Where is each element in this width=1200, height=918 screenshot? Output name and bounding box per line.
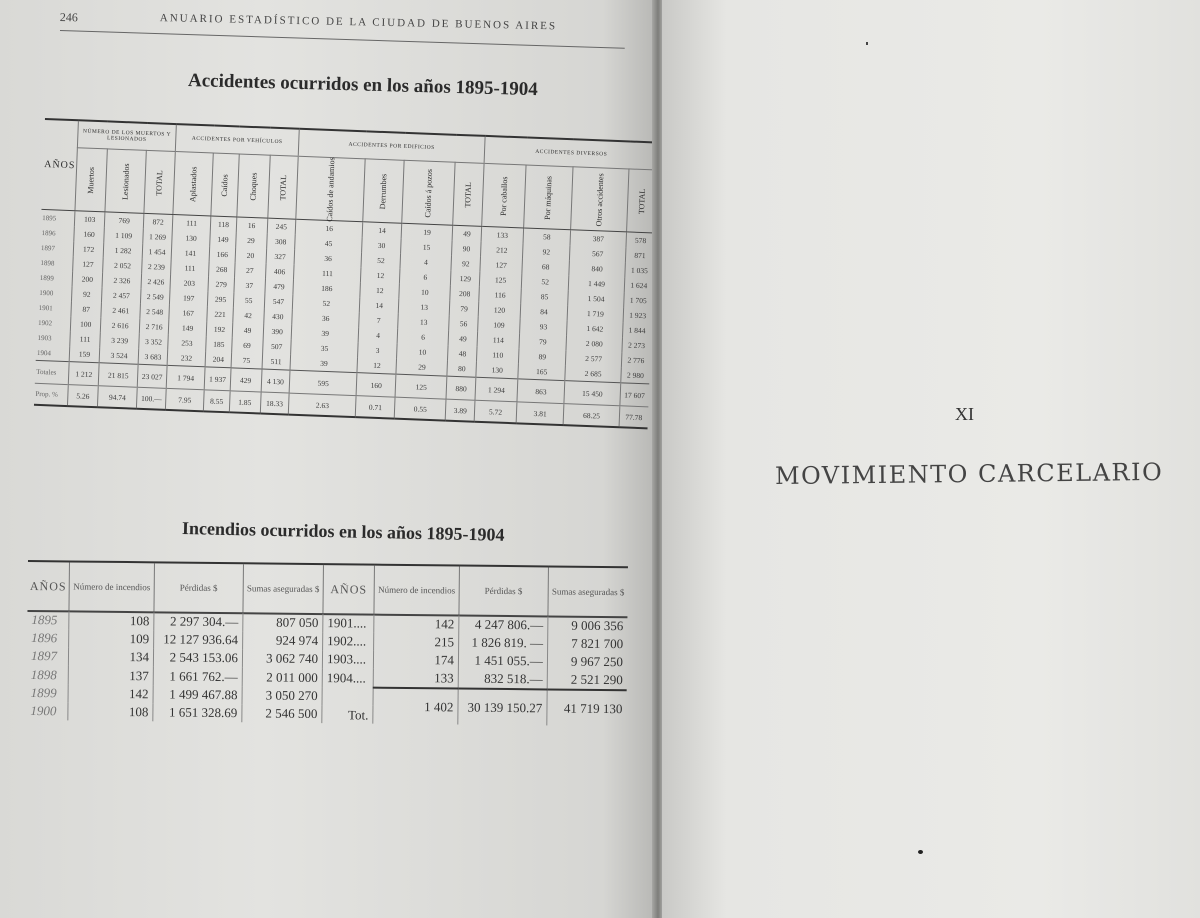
fires-count: 108 (68, 702, 153, 721)
fires-title: Incendios ocurridos en los años 1895-1904 (181, 518, 505, 545)
column-header (211, 153, 239, 217)
data-cell: 479 (265, 279, 294, 295)
data-cell: 172 (73, 241, 103, 257)
data-cell: 35 (291, 340, 359, 358)
data-cell: 109 (477, 317, 520, 334)
data-cell: 253 (167, 335, 206, 351)
data-cell: 120 (478, 302, 521, 319)
data-cell: 49 (232, 322, 264, 338)
total-cell: 23 027 (138, 364, 167, 388)
column-header (524, 165, 573, 230)
fires-insured: 9 967 250 (547, 652, 627, 671)
data-cell: 130 (476, 362, 519, 379)
data-cell: 29 (235, 232, 267, 248)
data-cell: 4 (400, 254, 452, 271)
year-cell: 1895 (31, 612, 58, 628)
fires-count: 215 (374, 633, 459, 652)
column-header: Número de incendios (374, 565, 459, 616)
data-cell: 1 642 (567, 320, 624, 337)
chapter-number: XI (955, 404, 974, 424)
data-cell: 2 326 (102, 272, 142, 289)
data-cell: 87 (71, 301, 101, 317)
column-header (236, 154, 269, 218)
data-cell: 2 457 (101, 287, 141, 304)
column-header-label: Choques (248, 171, 259, 201)
data-cell: 56 (449, 316, 478, 332)
data-cell: 52 (292, 295, 360, 313)
year-cell: 1903.... (322, 650, 373, 669)
total-cell: 1 794 (166, 365, 205, 389)
data-cell: 200 (72, 271, 102, 287)
total-cell: 1 294 (475, 377, 518, 402)
group-header: ACCIDENTES POR EDIFICIOS (298, 129, 485, 164)
year-cell: 1900 (30, 703, 57, 719)
data-cell: 58 (523, 228, 570, 245)
data-cell: 79 (450, 301, 479, 317)
fires-losses: 1 661 762.— (153, 666, 242, 686)
data-cell: 85 (521, 288, 568, 305)
running-title: ANUARIO ESTADÍSTICO DE LA CIUDAD DE BUENOS AIRES (159, 12, 558, 33)
data-cell: 327 (266, 249, 295, 265)
data-cell: 52 (522, 273, 569, 290)
proportion-cell: 5.26 (68, 385, 98, 408)
data-cell: 127 (480, 257, 523, 274)
data-cell: 42 (232, 307, 264, 323)
chapter-title: MOVIMIENTO CARCELARIO (774, 457, 1164, 491)
year-cell: 1898 (30, 666, 57, 682)
column-header: AÑOS (323, 564, 374, 615)
year-cell: 1900 (39, 288, 54, 297)
data-cell: 12 (357, 357, 396, 374)
total-cell: 125 (395, 374, 447, 399)
proportion-cell: 3.81 (516, 402, 564, 425)
data-cell: 125 (479, 272, 522, 289)
total-cell: 15 450 (564, 381, 621, 406)
data-cell: 10 (399, 284, 451, 301)
data-cell: 149 (210, 231, 236, 247)
proportion-cell: 0.71 (356, 396, 395, 419)
fires-count: 134 (68, 647, 153, 666)
column-header-label: Caídos (220, 173, 230, 197)
data-cell: 406 (265, 264, 294, 280)
accidents-table (32, 118, 648, 470)
data-cell: 567 (569, 245, 626, 262)
data-cell: 110 (476, 347, 519, 364)
data-cell: 2 548 (140, 304, 169, 320)
total-cell: 1 937 (205, 367, 231, 391)
proportion-label: Prop. % (34, 383, 69, 406)
fires-count: 109 (69, 629, 154, 648)
total-cell: 1 212 (69, 362, 100, 386)
data-cell: 197 (169, 290, 208, 306)
data-cell: 13 (398, 299, 450, 316)
column-header (363, 159, 404, 223)
data-cell: 221 (207, 306, 233, 322)
column-header: AÑOS (27, 561, 69, 611)
data-cell: 1 282 (103, 242, 143, 259)
data-cell: 49 (448, 331, 477, 347)
proportion-cell: 18.33 (260, 392, 289, 415)
data-cell: 16 (295, 219, 363, 237)
data-cell: 30 (362, 237, 401, 253)
data-cell: 1 844 (623, 322, 651, 338)
fires-losses: 832 518.— (458, 670, 547, 690)
fires-losses: 1 499 467.88 (153, 685, 242, 704)
year-cell: 1897 (40, 243, 56, 252)
year-cell: 1904 (36, 348, 52, 357)
data-cell: 3 683 (138, 349, 167, 366)
running-head (59, 10, 620, 33)
data-cell: 2 273 (622, 337, 650, 353)
data-cell: 578 (626, 232, 655, 249)
column-header: Pérdidas $ (459, 566, 548, 617)
ink-speck (918, 850, 923, 854)
data-cell: 507 (262, 339, 291, 355)
proportion-cell: 3.89 (446, 399, 475, 422)
column-header: Número de incendios (69, 561, 154, 612)
fires-insured: 3 062 740 (242, 649, 322, 668)
column-header (267, 155, 298, 219)
data-cell: 203 (170, 275, 209, 291)
column-header-label: Por máquinas (543, 175, 554, 220)
data-cell: 12 (361, 267, 400, 283)
fires-table (26, 560, 628, 726)
data-cell: 111 (170, 260, 209, 276)
fires-count: 108 (69, 611, 154, 630)
data-cell: 114 (477, 332, 520, 349)
data-cell: 1 624 (624, 277, 652, 293)
data-cell: 89 (519, 348, 566, 365)
data-cell: 130 (172, 230, 211, 246)
data-cell: 279 (208, 276, 234, 292)
data-cell: 92 (72, 286, 102, 302)
proportion-cell: 5.72 (474, 400, 517, 423)
data-cell: 430 (263, 309, 292, 325)
data-cell: 308 (266, 234, 295, 250)
data-cell: 93 (520, 318, 567, 335)
data-cell: 111 (293, 265, 361, 283)
proportion-cell: 2.63 (288, 393, 356, 417)
column-header: Pérdidas $ (154, 562, 243, 613)
data-cell: 1 035 (625, 262, 653, 278)
data-cell: 4 (359, 327, 398, 343)
data-cell: 133 (481, 226, 524, 243)
data-cell: 268 (209, 261, 235, 277)
year-cell: 1902.... (323, 632, 374, 651)
data-cell: 118 (211, 216, 237, 232)
data-cell: 12 (360, 282, 399, 298)
column-header (571, 167, 629, 232)
data-cell: 69 (231, 337, 263, 353)
column-header (144, 150, 175, 214)
data-cell: 27 (234, 262, 266, 278)
data-cell: 90 (452, 241, 481, 257)
total-cell: 4 130 (261, 369, 290, 393)
column-header: Sumas aseguradas $ (243, 563, 324, 614)
data-cell: 387 (570, 230, 627, 248)
data-cell: 75 (231, 352, 263, 369)
data-cell: 1 454 (143, 244, 172, 260)
group-header: NÚMERO DE LOS MUERTOS Y LESIONADOS (78, 120, 177, 151)
data-cell: 39 (290, 355, 358, 373)
data-cell: 15 (401, 239, 453, 256)
year-cell: 1901 (38, 303, 53, 312)
year-cell: 1897 (30, 648, 58, 664)
data-cell: 232 (167, 350, 206, 367)
totals-label: Totales (35, 360, 70, 384)
data-cell: 2 716 (140, 319, 169, 335)
total-cell: 595 (289, 370, 357, 396)
fires-count: 137 (68, 665, 153, 685)
total-cell: 21 815 (98, 363, 138, 387)
data-cell: 3 352 (139, 334, 168, 350)
data-cell: 186 (293, 280, 361, 298)
data-cell: 2 980 (621, 367, 650, 384)
data-cell: 2 685 (565, 365, 622, 383)
proportion-cell: 0.55 (394, 397, 446, 420)
data-cell: 84 (520, 303, 567, 320)
total-cell: 17 607 (620, 383, 649, 407)
data-cell: 6 (397, 329, 449, 346)
year-cell: 1895 (42, 213, 57, 222)
proportion-cell: 7.95 (165, 388, 204, 411)
header-rule (60, 30, 625, 49)
total-cell: 30 139 150.27 (458, 689, 547, 726)
data-cell: 2 577 (565, 350, 622, 367)
page-number: 246 (59, 10, 78, 25)
data-cell: 1 504 (568, 290, 625, 307)
group-header: ACCIDENTES DIVERSOS (484, 136, 658, 170)
column-header-label: TOTAL (277, 174, 288, 201)
fires-count: 174 (373, 651, 458, 670)
column-header (173, 152, 214, 216)
data-cell: 16 (236, 217, 268, 234)
year-cell: 1899 (30, 685, 57, 701)
data-cell: 840 (569, 260, 626, 277)
data-cell: 111 (70, 331, 100, 347)
data-cell: 192 (207, 321, 233, 337)
year-cell: 1903 (37, 333, 52, 342)
data-cell: 1 449 (568, 275, 625, 292)
column-header-label: Caídos de andamios (324, 156, 337, 222)
data-cell: 103 (75, 211, 105, 228)
total-cell: 160 (357, 373, 396, 397)
data-cell: 185 (206, 336, 232, 352)
data-cell: 159 (69, 346, 99, 363)
fires-losses: 4 247 806.— (459, 616, 548, 635)
column-header-label: Lesionados (120, 162, 131, 200)
year-cell: 1902 (37, 318, 53, 327)
data-cell: 36 (294, 250, 362, 268)
data-cell: 1 705 (624, 292, 652, 308)
fires-insured: 9 006 356 (548, 616, 628, 635)
data-cell: 39 (291, 325, 359, 343)
data-cell: 245 (267, 218, 296, 235)
fires-losses: 2 297 304.— (154, 612, 243, 631)
column-header (296, 156, 366, 222)
fires-losses: 2 543 153.06 (153, 648, 242, 667)
column-header-label: Derrumbes (378, 173, 389, 209)
data-cell: 10 (397, 344, 449, 361)
data-cell: 49 (453, 225, 482, 242)
data-cell: 2 776 (621, 352, 649, 368)
column-header: Sumas aseguradas $ (548, 566, 628, 617)
fires-insured: 2 011 000 (242, 667, 322, 687)
data-cell: 79 (519, 333, 566, 350)
year-cell: 1901.... (323, 614, 374, 633)
data-cell: 208 (450, 286, 479, 302)
total-cell: 863 (517, 379, 565, 404)
fires-insured: 2 521 290 (547, 670, 627, 690)
fires-insured: 2 546 500 (242, 704, 322, 723)
data-cell: 55 (233, 292, 265, 308)
data-cell: 160 (74, 226, 104, 242)
data-cell: 511 (262, 354, 291, 371)
data-cell: 165 (518, 363, 565, 380)
column-header-label: Otros accidentes (594, 172, 606, 227)
data-cell: 2 461 (101, 302, 141, 319)
column-header (482, 163, 527, 228)
column-header-label: Caídos á pozos (423, 168, 435, 218)
fires-losses: 1 826 819. — (458, 634, 547, 653)
total-cell: 41 719 130 (547, 689, 627, 726)
column-header-label: Aplastados (187, 165, 199, 202)
data-cell: 13 (398, 314, 450, 331)
data-cell: 7 (359, 312, 398, 328)
data-cell: 1 719 (567, 305, 624, 322)
data-cell: 149 (168, 320, 207, 336)
data-cell: 52 (361, 252, 400, 268)
data-cell: 100 (71, 316, 101, 332)
data-cell: 129 (451, 271, 480, 287)
data-cell: 3 239 (100, 332, 140, 349)
data-cell: 19 (401, 223, 453, 240)
fires-losses: 12 127 936.64 (154, 630, 243, 649)
data-cell: 3 (358, 342, 397, 358)
data-cell: 92 (523, 243, 570, 260)
data-cell: 14 (363, 222, 402, 239)
data-cell: 111 (172, 214, 211, 231)
data-cell: 2 239 (142, 259, 171, 275)
data-cell: 36 (292, 310, 360, 328)
proportion-cell: 77.78 (619, 406, 648, 429)
column-header (75, 148, 107, 212)
proportion-cell: 68.25 (563, 404, 620, 428)
years-header: AÑOS (41, 119, 78, 211)
data-cell: 2 426 (141, 274, 170, 290)
proportion-cell: 8.55 (204, 390, 230, 412)
data-cell: 14 (360, 297, 399, 313)
total-cell: 1 402 (373, 688, 458, 725)
year-cell: 1896 (31, 630, 58, 646)
data-cell: 127 (73, 256, 103, 272)
data-cell: 872 (144, 213, 173, 230)
fires-losses: 1 651 328.69 (153, 703, 242, 722)
proportion-cell: 1.85 (229, 391, 261, 414)
data-cell: 45 (295, 235, 363, 253)
total-cell: 880 (446, 376, 475, 400)
column-header-label: TOTAL (154, 169, 165, 196)
data-cell: 871 (625, 247, 653, 263)
column-header (105, 149, 147, 213)
data-cell: 1 109 (104, 227, 144, 244)
data-cell: 295 (208, 291, 234, 307)
total-cell: 429 (230, 368, 262, 392)
data-cell: 2 616 (100, 317, 140, 334)
data-cell: 547 (264, 294, 293, 310)
data-cell: 167 (169, 305, 208, 321)
totals-label: Tot. (322, 687, 373, 724)
data-cell: 769 (104, 212, 144, 229)
fires-insured: 7 821 700 (547, 634, 627, 653)
data-cell: 141 (171, 245, 210, 261)
fires-insured: 3 050 270 (242, 686, 322, 705)
data-cell: 20 (235, 247, 267, 263)
year-cell: 1899 (39, 273, 55, 282)
data-cell: 37 (234, 277, 266, 293)
fires-count: 142 (374, 615, 459, 634)
column-header-label: Muertos (86, 166, 97, 194)
column-header (402, 160, 456, 225)
accidents-title: Accidentes ocurridos en los años 1895-1904 (187, 70, 539, 101)
data-cell: 390 (263, 324, 292, 340)
data-cell: 1 923 (623, 307, 651, 323)
column-header-label: TOTAL (637, 188, 648, 214)
data-cell: 3 524 (99, 347, 139, 364)
proportion-cell: 94.74 (97, 386, 137, 409)
data-cell: 2 052 (103, 257, 143, 274)
year-cell: 1896 (41, 228, 56, 237)
data-cell: 80 (447, 361, 476, 378)
group-header: ACCIDENTES POR VEHÍCULOS (175, 124, 299, 156)
fires-losses: 1 451 055.— (458, 652, 547, 671)
data-cell: 1 269 (143, 229, 172, 245)
year-cell: 1904.... (322, 668, 373, 688)
proportion-cell: 100.— (137, 387, 166, 410)
data-cell: 92 (451, 256, 480, 272)
ink-speck (866, 42, 868, 45)
data-cell: 212 (480, 242, 523, 259)
data-cell: 29 (396, 359, 448, 376)
column-header-label: TOTAL (463, 181, 474, 208)
data-cell: 68 (522, 258, 569, 275)
fires-insured: 924 974 (242, 631, 322, 650)
column-header-label: Por caballos (498, 175, 510, 216)
fires-insured: 807 050 (243, 613, 323, 632)
data-cell: 48 (448, 346, 477, 362)
data-cell: 2 080 (566, 335, 623, 352)
data-cell: 2 549 (141, 289, 170, 305)
column-header (453, 162, 484, 226)
data-cell: 116 (479, 287, 522, 304)
data-cell: 204 (205, 351, 231, 367)
fires-count: 142 (68, 684, 153, 703)
data-cell: 6 (399, 269, 451, 286)
fires-count: 133 (373, 669, 458, 689)
year-cell: 1898 (40, 258, 55, 267)
data-cell: 166 (209, 246, 235, 262)
